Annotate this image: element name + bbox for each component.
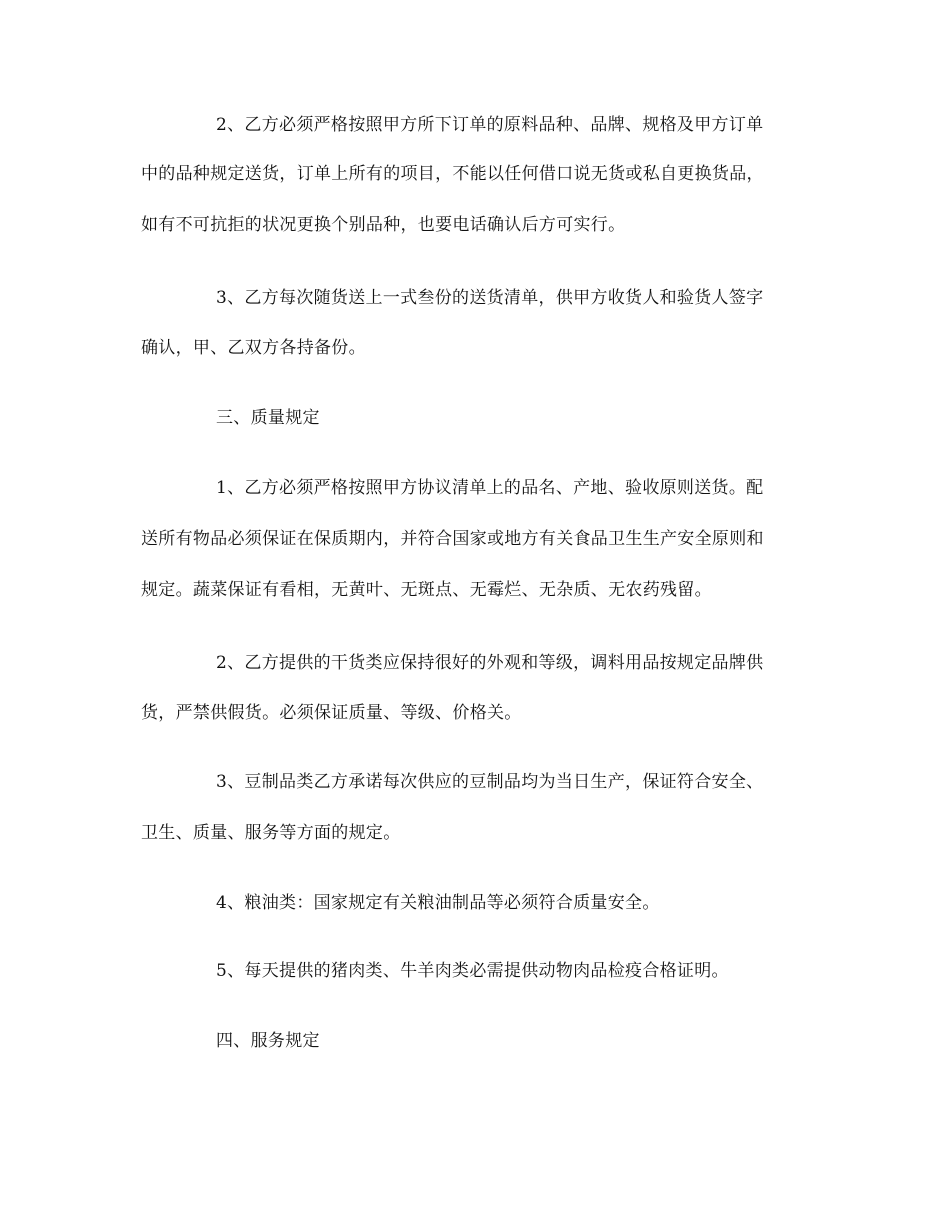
section-heading: 四、服务规定 xyxy=(216,1031,320,1051)
paragraph-line: 如有不可抗拒的状况更换个别品种，也要电话确认后方可实行。 xyxy=(141,215,626,235)
paragraph-line: 中的品种规定送货，订单上所有的项目，不能以任何借口说无货或私自更换货品， xyxy=(141,164,764,184)
paragraph-line: 确认，甲、乙双方各持备份。 xyxy=(141,338,366,358)
section-heading: 三、质量规定 xyxy=(216,408,320,428)
paragraph-line: 2、乙方提供的干货类应保持很好的外观和等级，调料用品按规定品牌供 xyxy=(216,653,764,673)
paragraph-line: 4、粮油类：国家规定有关粮油制品等必须符合质量安全。 xyxy=(216,893,660,913)
paragraph-line: 3、豆制品类乙方承诺每次供应的豆制品均为当日生产，保证符合安全、 xyxy=(216,772,764,792)
paragraph-line: 卫生、质量、服务等方面的规定。 xyxy=(141,823,401,843)
paragraph-line: 2、乙方必须严格按照甲方所下订单的原料品种、品牌、规格及甲方订单 xyxy=(216,115,764,135)
paragraph-line: 规定。蔬菜保证有看相，无黄叶、无斑点、无霉烂、无杂质、无农药残留。 xyxy=(141,580,712,600)
paragraph-line: 货，严禁供假货。必须保证质量、等级、价格关。 xyxy=(141,703,522,723)
paragraph-line: 3、乙方每次随货送上一式叁份的送货清单，供甲方收货人和验货人签字 xyxy=(216,288,764,308)
paragraph-line: 5、每天提供的猪肉类、牛羊肉类必需提供动物肉品检疫合格证明。 xyxy=(216,961,729,981)
paragraph-line: 1、乙方必须严格按照甲方协议清单上的品名、产地、验收原则送货。配 xyxy=(216,478,764,498)
paragraph-line: 送所有物品必须保证在保质期内，并符合国家或地方有关食品卫生生产安全原则和 xyxy=(141,529,764,549)
